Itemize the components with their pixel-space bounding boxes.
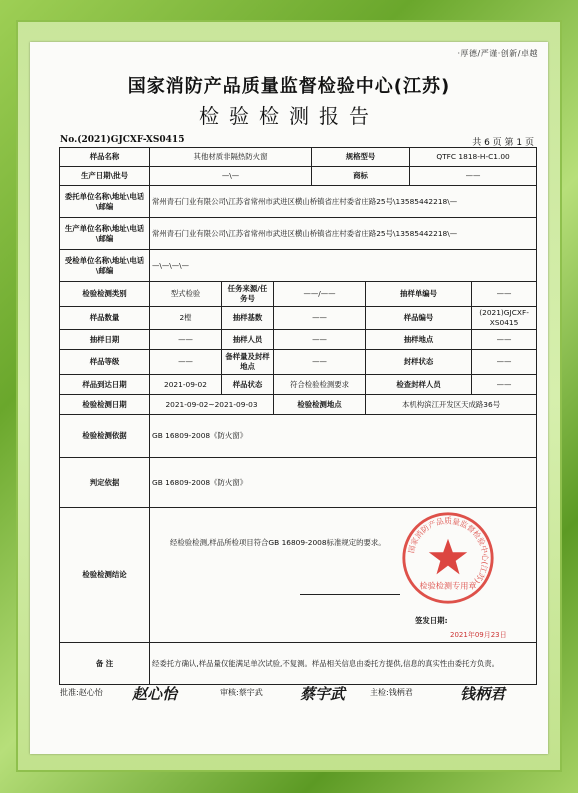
sampling-date: —— <box>150 330 222 350</box>
producer: 常州青石门业有限公司\江苏省常州市武进区横山桥镇省庄村委省庄路25号\13585442218\— <box>150 218 537 250</box>
judge: GB 16809-2008《防火窗》 <box>150 458 537 508</box>
motto: ·厚德/严谨·创新/卓越 <box>457 49 538 58</box>
conclusion-text: 经检验检测,样品所检项目符合GB 16809-2008标准规定的要求。 <box>170 538 386 547</box>
reviewer-label: 审核:蔡宇武 <box>220 688 263 697</box>
trademark: —— <box>410 167 537 186</box>
model-label: 规格型号 <box>312 148 410 167</box>
sample-name: 其他材质非隔热防火窗 <box>150 148 312 167</box>
sampler-label: 抽样人员 <box>222 330 274 350</box>
storage: —— <box>274 350 366 375</box>
report-title: 国家消防产品质量监督检验中心(江苏) <box>127 76 451 97</box>
report-number: No.(2021)GJCXF-XS0415 <box>60 135 185 145</box>
producer-label: 生产单位名称\地址\电话\邮编 <box>60 218 150 250</box>
sample-name-label: 样品名称 <box>60 148 150 167</box>
test-type-label: 检验检测类别 <box>60 282 150 307</box>
basis: GB 16809-2008《防火窗》 <box>150 415 537 458</box>
basis-label: 检验检测依据 <box>60 415 150 458</box>
seal-center-text: 检验检测专用章 <box>419 580 477 591</box>
star-icon <box>429 539 467 575</box>
chief-signature: 钱柄君 <box>460 685 506 703</box>
client: 常州青石门业有限公司\江苏省常州市武进区横山桥镇省庄村委省庄路25号\13585442218\— <box>150 186 537 218</box>
grade: —— <box>150 350 222 375</box>
remark: 经委托方确认,样品量仅能满足单次试验,不复测。样品相关信息由委托方提供,信息的真实性由委托方负责。 <box>150 643 537 685</box>
model: QTFC 1818-H-C1.00 <box>410 148 537 167</box>
seal: —— <box>472 350 537 375</box>
arrival: 2021-09-02 <box>150 375 222 395</box>
sampler: —— <box>274 330 366 350</box>
seal-label: 封样状态 <box>366 350 472 375</box>
checker: —— <box>472 375 537 395</box>
sample-no-label: 抽样单编号 <box>366 282 472 307</box>
prod-date: —\— <box>150 167 312 186</box>
task-src-label: 任务来源/任务号 <box>222 282 274 307</box>
official-seal-stamp <box>400 510 496 606</box>
report-subtitle: 检验检测报告 <box>199 104 379 128</box>
inspected-label: 受检单位名称\地址\电话\邮编 <box>60 250 150 282</box>
test-date-label: 检验检测日期 <box>60 395 150 415</box>
sample-no: —— <box>472 282 537 307</box>
conclusion-label: 检验检测结论 <box>60 508 150 643</box>
issue-date-label: 签发日期: <box>415 616 448 625</box>
approver-signature: 赵心怡 <box>132 685 178 703</box>
qty: 2樘 <box>150 307 222 330</box>
sampling-place: —— <box>472 330 537 350</box>
checker-label: 检查封样人员 <box>366 375 472 395</box>
sample-id-label: 样品编号 <box>366 307 472 330</box>
trademark-label: 商标 <box>312 167 410 186</box>
test-date: 2021-09-02~2021-09-03 <box>150 395 274 415</box>
task-src: ——/—— <box>274 282 366 307</box>
base: —— <box>274 307 366 330</box>
page-count: 共 6 页 第 1 页 <box>472 138 534 148</box>
base-label: 抽样基数 <box>222 307 274 330</box>
approver-label: 批准:赵心怡 <box>60 688 103 697</box>
test-place: 本机构滨江开发区天成路36号 <box>366 395 537 415</box>
reviewer-signature: 蔡宇武 <box>300 685 346 703</box>
prod-date-label: 生产日期\批号 <box>60 167 150 186</box>
sampling-place-label: 抽样地点 <box>366 330 472 350</box>
signatures-footer <box>60 683 540 713</box>
state-label: 样品状态 <box>222 375 274 395</box>
state: 符合检验检测要求 <box>274 375 366 395</box>
client-label: 委托单位名称\地址\电话\邮编 <box>60 186 150 218</box>
remark-label: 备 注 <box>60 643 150 685</box>
signature-line <box>300 594 400 595</box>
report-paper <box>30 42 548 754</box>
arrival-label: 样品到达日期 <box>60 375 150 395</box>
storage-label: 备样量及封样地点 <box>222 350 274 375</box>
test-type: 型式检验 <box>150 282 222 307</box>
test-place-label: 检验检测地点 <box>274 395 366 415</box>
grade-label: 样品等级 <box>60 350 150 375</box>
issue-date: 2021年09月23日 <box>450 631 507 639</box>
judge-label: 判定依据 <box>60 458 150 508</box>
sampling-date-label: 抽样日期 <box>60 330 150 350</box>
chief-label: 主检:钱柄君 <box>370 688 413 697</box>
sample-id: (2021)GJCXF-XS0415 <box>472 307 537 330</box>
inspected: —\—\—\— <box>150 250 537 282</box>
qty-label: 样品数量 <box>60 307 150 330</box>
seal-ring-text: 国家消防产品质量监督检验中心(江苏) <box>406 516 490 586</box>
